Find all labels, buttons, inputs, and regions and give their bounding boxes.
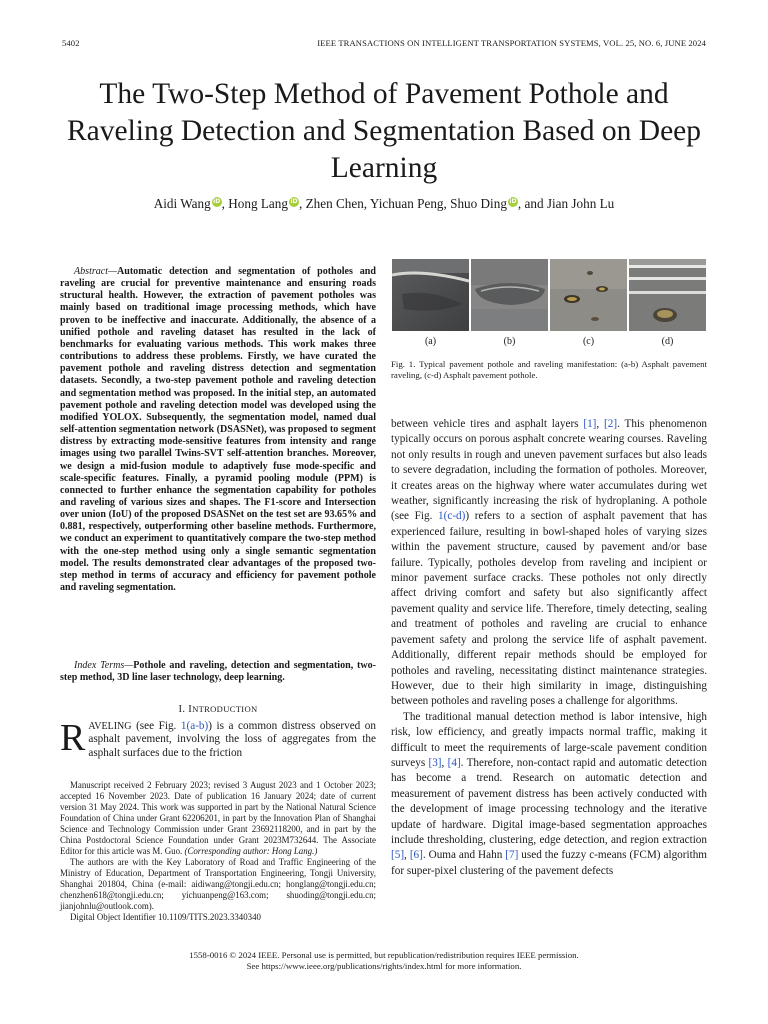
abstract: [60, 266, 376, 594]
running-head: [62, 38, 706, 50]
ref-link-7[interactable]: [7]: [505, 849, 519, 862]
body-p2-text-e: . Ouma and Hahn: [422, 849, 506, 862]
ref-link-6[interactable]: [6]: [409, 849, 423, 862]
journal-name: IEEE TRANSACTIONS ON INTELLIGENT TRANSPORTATION SYSTEMS, VOL. 25, NO. 6, JUNE 2024: [317, 38, 706, 48]
body-paragraph-2: [391, 710, 707, 879]
orcid-icon[interactable]: iD: [509, 198, 517, 205]
author-name: Aidi Wang: [153, 196, 211, 211]
author-name: Shuo Ding: [450, 196, 507, 211]
fig-ref-link[interactable]: 1(a-b): [180, 720, 209, 732]
footnote-manuscript-text: Manuscript received 2 February 2023; revised 3 August 2023 and 1 October 2023; accepted 16 November 2023. Date of publication 16 January 2024; date of current version 31 May 2024. This work was supported in part by the National Natural Science Foundation of China under Grant 62206201, in part by the Innovation Plan of Shanghai Science and Technology Commission under Grant 23692118200, and in part by the China Postdoctoral Science Foundation under Grant 2023M732644. The Associate Editor for this article was M. Guo.: [60, 780, 376, 856]
rights-link-line: See https://www.ieee.org/publications/rights/index.html for more information.: [246, 961, 522, 971]
index-terms: [60, 660, 376, 684]
intro-paragraph: [60, 717, 376, 760]
author-separator: ,: [221, 196, 229, 211]
abstract-text: Automatic detection and segmentation of potholes and raveling are crucial for preventive maintenance and ensuring roads structural health. However, the extraction of pavement potholes was mainly based on traditional image processing methods, which have proven to be ineffective and inaccurate. Additionally, the absence of a unified pothole and raveling dataset has resulted in the lack of benchmarks for evaluating various methods. This work makes three contributions to address these problems. Firstly, we have curated the pavement pothole and raveling distress detection and segmentation datasets. Secondly, a two-step pavement pothole and raveling detection and segmentation method was proposed. In the initial step, an automated pavement pothole and raveling detection model was developed using the modified YOLOX. Subsequently, the segmentation model, named dual self-attention segmentation network (DSASNet), was proposed to segment distress by extracting mode-sensitive features from intensity and range images using two parallel Twins-SVT self-attention branches. Moreover, we design a mid-fusion module to adaptively fuse mode-specific and scale-specific features. Finally, a pyramid pooling module (PPM) is connected to further enhance the segmentation capability for potholes and raveling of various sizes and shapes. The F1-score and Intersection over union (IoU) of the proposed DSASNet on the test set are 93.65% and 0.881, respectively, outperforming other baseline methods. Furthermore, we conduct an experiment to quantitatively compare the two-step method with the one-step method using only a single semantic segmentation model. The results demonstrated clear advantages of the proposed two-step method in terms of accuracy and efficiency for pavement pothole and raveling segmentation.: [60, 266, 376, 594]
body-p2-text-c: . Therefore, non-contact rapid and automatic detection has become a trend. Research on automatic detection and measurement of pavement distress has been actively conducted with the development of image processing technology and the iterative update of hardware. Digital image-based segmentation approaches include thresholding, clustering, edge detection, and region extraction: [391, 756, 707, 846]
section-numeral: I.: [178, 704, 189, 715]
copyright-footer: [60, 950, 708, 972]
author-name: Hong Lang: [228, 196, 288, 211]
orcid-icon[interactable]: iD: [290, 198, 298, 205]
photo-c-pothole: [550, 259, 627, 331]
body-p1-text-c: . This phenomenon typically occurs on porous asphalt concrete wearing courses. Raveling not only results in rough and uneven pavement surfaces but also leads to severe degradation, including the formation of potholes. Moreover, it creates areas on the highway where water accumulates during wet weather, significantly increasing the risk of hydroplaning. A pothole (see Fig.: [391, 418, 708, 523]
figure-1-caption: Fig. 1. Typical pavement pothole and raveling manifestation: (a-b) Asphalt pavement raveling, (c-d) Asphalt pavement pothole.: [391, 359, 707, 380]
ref-link-4[interactable]: [4]: [447, 756, 461, 769]
author-separator: ,: [443, 196, 451, 211]
section-title-first: I: [188, 704, 193, 715]
body-p1-text-a: between vehicle tires and asphalt layers: [391, 418, 584, 430]
author-name: Zhen Chen: [305, 196, 364, 211]
paper-title: The Two-Step Method of Pavement Pothole and Raveling Detection and Segmentation Based on Deep Learning: [66, 78, 702, 184]
sublabel-d: (d): [661, 336, 674, 347]
footnote-affiliation: The authors are with the Key Laboratory of Road and Traffic Engineering of the Ministry of Education, Department of Transportation Engineering, Tongji University, Shanghai 201804, China (e-mail: aidiwang@tongji.edu.cn; honglang@tongji.edu.cn; chenzhen618@tongji.edu.cn; yichuanpeng@163.com; shuoding@tongji.edu.cn; jianjohnlu@outlook.com).: [60, 857, 376, 911]
author-separator: ,: [298, 196, 306, 211]
ref-link-1[interactable]: [1]: [583, 418, 597, 430]
sublabel-b: (b): [503, 336, 516, 347]
body-p2-text-b: ,: [441, 756, 448, 769]
body-p1-text-d: ) refers to a section of asphalt pavement that has experienced failure, resulting in bowl-shaped holes of varying sizes within the pavement structure, caused by pavement and/or base failure. Typically, potholes develop from raveling and incipient or minor pavement surface cracks. These potholes not only directly affect driving comfort and safety but also significantly affect pavement quality and service life. Therefore, timely detecting, sealing and treatment of potholes and raveling are crucial to enhance pavement safety and prolong the service life of asphalt pavement. Additionally, different repair methods should be employed for potholes and raveling, necessitating distinct maintenance strategies. However, due to their high similarity in image, distinguishing between potholes and raveling poses a challenge for algorithms.: [391, 510, 707, 708]
body-p1-text-b: ,: [596, 418, 605, 430]
footnote-doi: Digital Object Identifier 10.1109/TITS.2023.3340340: [70, 912, 261, 922]
footnote-manuscript: [60, 780, 376, 857]
ref-link-2[interactable]: [2]: [604, 418, 618, 430]
footnote-corresponding: (Corresponding author: Hong Lang.): [184, 846, 318, 856]
intro-lead-word: AVELING: [88, 721, 132, 732]
photo-d-pothole: [629, 259, 706, 331]
intro-text-b: ) is a common distress observed on asphalt pavement, involving the loss of aggregates from the asphalt surfaces due to the friction: [88, 720, 376, 759]
ref-link-5[interactable]: [5]: [391, 849, 405, 862]
section-heading: [60, 704, 376, 715]
author-separator: , and: [517, 196, 547, 211]
photo-a-raveling: [392, 259, 469, 331]
author-list: [60, 196, 708, 212]
copyright-line: 1558-0016 © 2024 IEEE. Personal use is permitted, but republication/redistribution requires IEEE permission.: [189, 950, 579, 960]
intro-text-a: (see Fig.: [131, 720, 181, 732]
ref-link-3[interactable]: [3]: [428, 756, 442, 769]
sublabel-a: (a): [424, 336, 437, 347]
sublabel-c: (c): [582, 336, 595, 347]
body-right-column: [391, 417, 707, 879]
index-terms-text: Pothole and raveling, detection and segmentation, two-step method, 3D line laser technology, deep learning.: [60, 660, 376, 684]
drop-cap: R: [60, 717, 86, 759]
abstract-lead: Abstract—: [74, 266, 117, 277]
section-title-rest: NTRODUCTION: [192, 704, 258, 714]
footnote: [60, 780, 376, 923]
figure-1-sublabels: [392, 336, 708, 348]
body-paragraph-1: [391, 417, 707, 710]
figure-1-images: [392, 259, 708, 331]
author-name: Yichuan Peng: [369, 196, 444, 211]
author-name: Jian John Lu: [546, 196, 615, 211]
body-p2-text-d: ,: [404, 849, 410, 862]
body-p2-text-f: used the fuzzy c-means (FCM) algorithm for super-pixel clustering of the pavement defects: [391, 849, 707, 877]
author-separator: ,: [363, 196, 370, 211]
photo-b-raveling: [471, 259, 548, 331]
orcid-icon[interactable]: iD: [213, 198, 221, 205]
body-p2-text-a: The traditional manual detection method is labor intensive, high risk, low efficiency, and greatly impacts normal traffic, making it difficult to meet the requirements of large-scale pavement condition surveys: [391, 710, 707, 769]
index-terms-lead: Index Terms—: [74, 660, 134, 671]
page-number: 5402: [62, 38, 80, 48]
fig-ref-link-cd[interactable]: 1(c-d): [438, 510, 466, 523]
